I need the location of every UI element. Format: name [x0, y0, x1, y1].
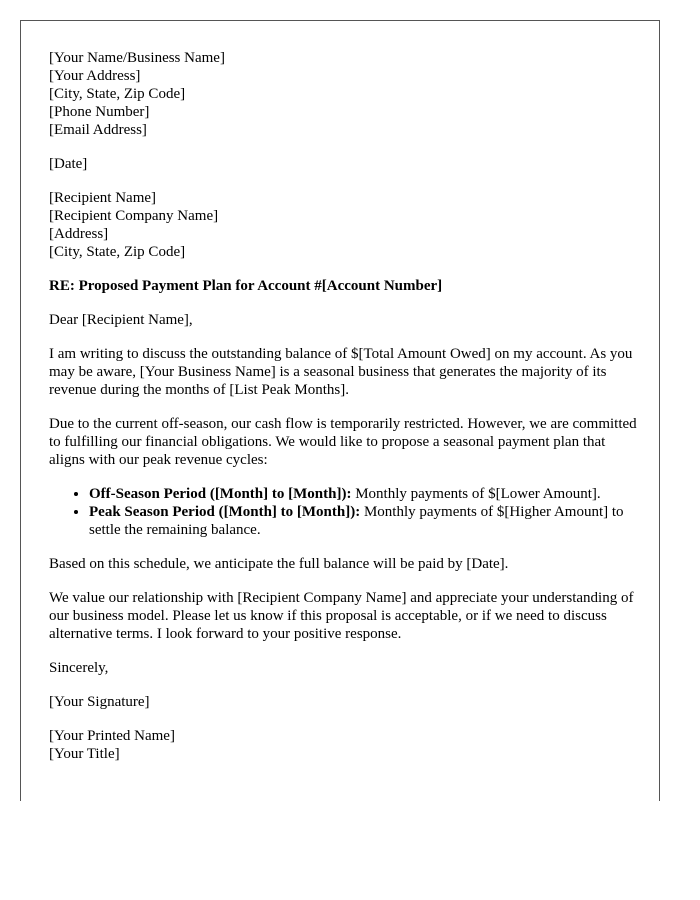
recipient-name: [Recipient Name] [49, 190, 157, 206]
sender-city: [City, State, Zip Code] [49, 86, 186, 102]
sender-email: [Email Address] [49, 122, 147, 138]
sender-phone: [Phone Number] [49, 104, 150, 120]
closing-paragraph-2: We value our relationship with [Recipient Company Name] and appreciate your understanding of our business model. Please let us know if this proposal is acceptable, or if we need to discuss alternative terms. I look forward to your positive response. [49, 590, 634, 642]
body-paragraph-1: I am writing to discuss the outstanding balance of $[Total Amount Owed] on my account. As you may be aware, [Your Business Name] is a seasonal business that generates the majority of its revenue during the months of [List Peak Months]. [49, 346, 633, 398]
letter-date: [Date] [49, 156, 88, 172]
sender-name: [Your Name/Business Name] [49, 50, 225, 66]
sender-block [49, 49, 641, 139]
letter-page [20, 20, 660, 801]
signoff: Sincerely, [49, 660, 109, 676]
sender-address: [Your Address] [49, 68, 141, 84]
letter-body [49, 49, 641, 779]
plan-item-text: Monthly payments of $[Higher Amount] to settle the remaining balance. [89, 504, 624, 538]
recipient-address: [Address] [49, 226, 109, 242]
printed-name: [Your Printed Name] [49, 728, 175, 744]
recipient-block [49, 189, 641, 261]
recipient-city: [City, State, Zip Code] [49, 244, 186, 260]
signature: [Your Signature] [49, 694, 150, 710]
printed-name-block [49, 727, 641, 763]
body-paragraph-2: Due to the current off-season, our cash flow is temporarily restricted. However, we are committed to fulfilling our financial obligations. We would like to propose a seasonal payment plan that aligns with our peak revenue cycles: [49, 416, 637, 468]
subject-line: RE: Proposed Payment Plan for Account #[Account Number] [49, 278, 443, 294]
closing-paragraph-1: Based on this schedule, we anticipate the full balance will be paid by [Date]. [49, 556, 509, 572]
recipient-company: [Recipient Company Name] [49, 208, 219, 224]
plan-item-text: Monthly payments of $[Lower Amount]. [351, 486, 601, 502]
salutation: Dear [Recipient Name], [49, 312, 193, 328]
plan-item-label: Peak Season Period ([Month] to [Month]): [89, 504, 361, 520]
date-line [49, 155, 641, 173]
payment-plan-list [49, 485, 641, 539]
plan-item-label: Off-Season Period ([Month] to [Month]): [89, 486, 352, 502]
list-item [89, 503, 641, 539]
list-item [89, 485, 641, 503]
signer-title: [Your Title] [49, 746, 120, 762]
